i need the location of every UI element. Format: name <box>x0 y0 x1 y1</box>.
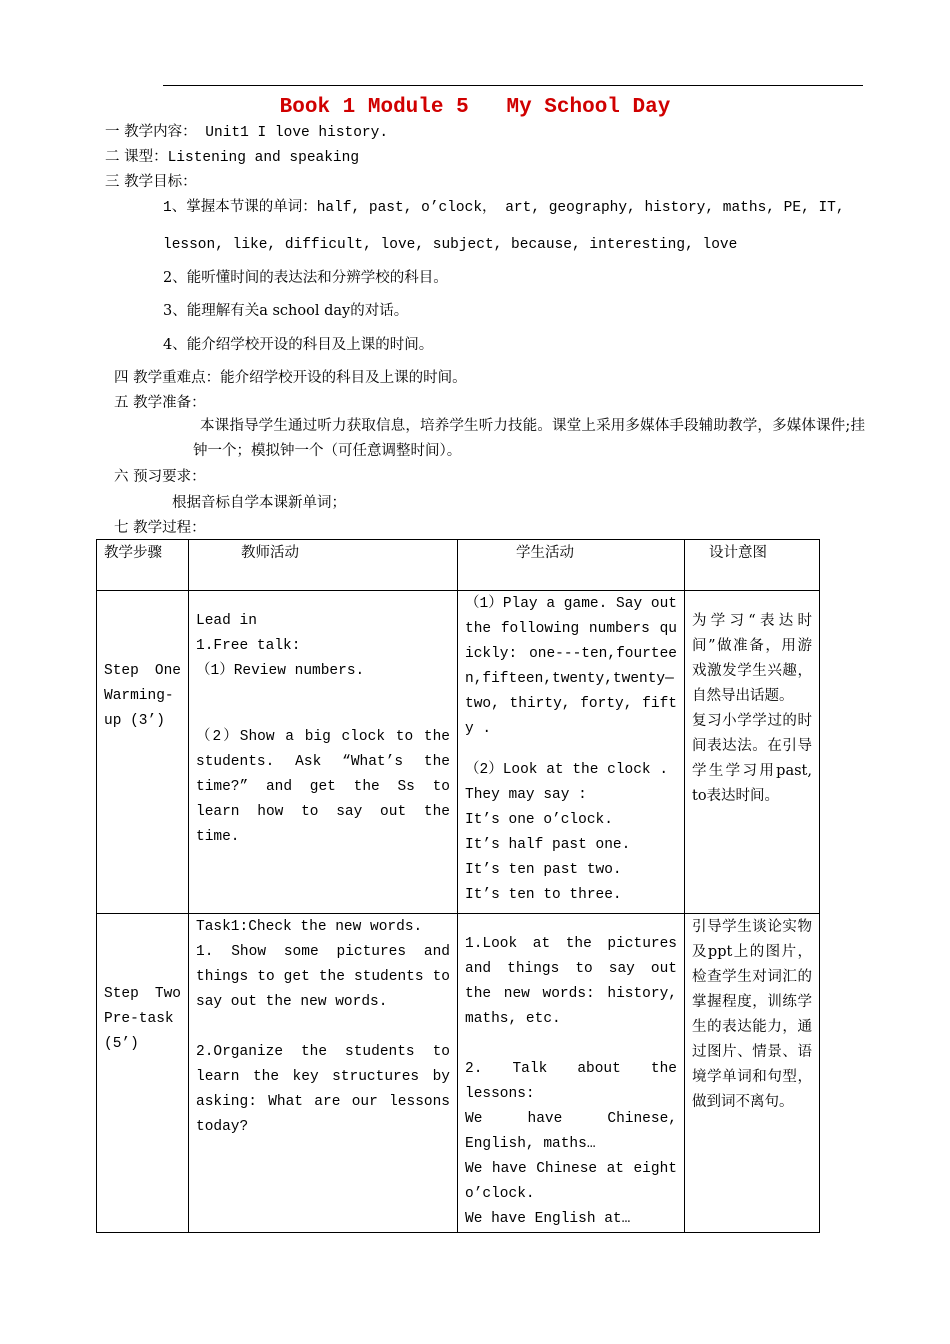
header-student: 学生活动 <box>458 540 685 591</box>
section-5 <box>114 394 206 412</box>
objective-2: 2、能听懂时间的表达法和分辨学校的科目。 <box>163 270 448 286</box>
section-label: 教学目标： <box>124 174 197 190</box>
table-row <box>97 914 820 1233</box>
teaching-process-table <box>96 539 820 1233</box>
section-num: 一 <box>105 124 120 140</box>
header-step: 教学步骤 <box>97 540 189 591</box>
table-row <box>97 591 820 914</box>
section-label: 课型： <box>124 149 168 165</box>
row2-student: 1.Look at the pictures and things to say out the new words: history, maths, etc. 2. Talk about the lessons: We have Chinese, English, maths… We have Chinese at eight o’clock. We have English at… <box>458 914 685 1233</box>
section-label: 预习要求： <box>133 469 206 485</box>
header-rule <box>163 85 863 86</box>
section-7 <box>114 519 206 537</box>
row2-step: Step Two Pre-task(5’) <box>97 914 189 1233</box>
section-6 <box>114 468 206 486</box>
objective-3: 3、能理解有关a school day的对话。 <box>163 303 409 319</box>
section-text: Listening and speaking <box>167 150 360 166</box>
section-6-text: 根据音标自学本课新单词； <box>172 495 346 511</box>
objective-1: 1、掌握本节课的单词：half, past, o’clock， art, geography, history, maths, PE, IT, <box>163 200 845 216</box>
section-num: 六 <box>114 469 129 485</box>
section-num: 二 <box>105 149 120 165</box>
header-intent: 设计意图 <box>685 540 820 591</box>
section-num: 四 <box>114 370 129 386</box>
section-text: 能介绍学校开设的科目及上课的时间。 <box>220 370 467 386</box>
section-5-text: 本课指导学生通过听力获取信息，培养学生听力技能。课堂上采用多媒体手段辅助教学，多媒体课件;挂钟一个；模拟钟一个（可任意调整时间）。 <box>193 418 865 459</box>
row1-step: Step One Warming-up (3’) <box>97 591 189 914</box>
section-label: 教学准备： <box>133 395 206 411</box>
section-label: 教学过程： <box>133 520 206 536</box>
header-teacher: 教师活动 <box>189 540 458 591</box>
section-label: 教学重难点： <box>133 370 221 386</box>
row1-intent: 为学习“表达时间”做准备，用游戏激发学生兴趣，自然导出话题。 复习小学学过的时间表达法。在引导学生学习用past, to表达时间。 <box>685 591 820 914</box>
section-text: Unit1 I love history. <box>196 125 389 141</box>
objective-4: 4、能介绍学校开设的科目及上课的时间。 <box>163 337 434 353</box>
section-label: 教学内容： <box>124 124 197 140</box>
section-1 <box>105 123 388 142</box>
objective-1-cont: lesson, like, difficult, love, subject, because, interesting, love <box>163 237 738 253</box>
page-title: Book 1 Module 5 My School Day <box>279 96 671 119</box>
section-num: 五 <box>114 395 129 411</box>
section-num: 三 <box>105 174 120 190</box>
row1-student: （1）Play a game. Say out the following numbers quickly: one---ten,fourteen,fifteen,twenty,twenty—two, thirty, forty, fifty . （2）Look at the clock . They may say : It’s one o’clock. It’s half past one. It’s ten past two. It’s ten to three. <box>458 591 685 914</box>
section-4 <box>114 369 467 387</box>
section-num: 七 <box>114 520 129 536</box>
row2-teacher: Task1:Check the new words. 1. Show some pictures and things to get the students to say out the new words. 2.Organize the students to learn the key structures by asking: What are our lessons today? <box>189 914 458 1233</box>
section-3 <box>105 173 197 191</box>
row2-intent: 引导学生谈论实物及ppt上的图片，检查学生对词汇的掌握程度，训练学生的表达能力，通过图片、情景、语境学单词和句型，做到词不离句。 <box>685 914 820 1233</box>
row1-teacher: Lead in 1.Free talk: （1）Review numbers. （2）Show a big clock to the students. Ask “What’s the time?” and get the Ss to learn how to say out the time. <box>189 591 458 914</box>
table-header-row <box>97 540 820 591</box>
section-2 <box>105 148 359 167</box>
